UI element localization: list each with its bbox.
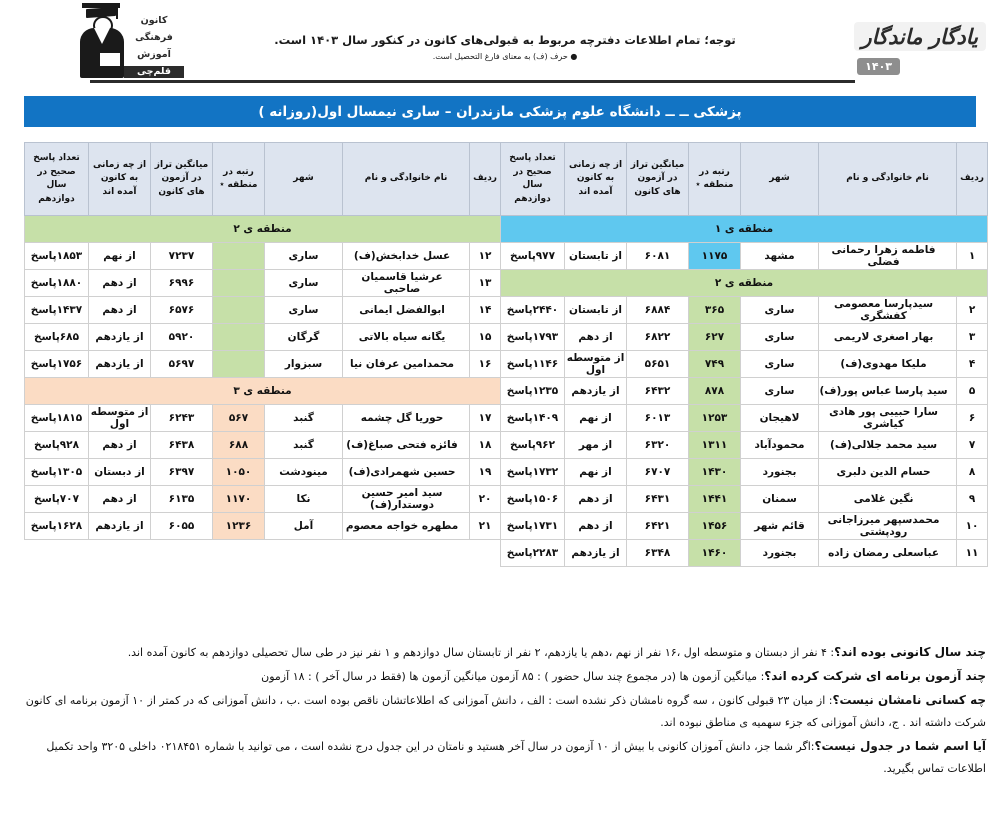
gown-collar-icon (94, 28, 110, 44)
cell-student-name: حسین شهمرادی(ف) (343, 459, 470, 486)
table-row (25, 513, 501, 540)
cell-row-number: ۲۱ (470, 513, 501, 540)
cell-row-number: ۱۲ (470, 243, 501, 270)
cell-average-score: ۶۸۲۲ (627, 324, 689, 351)
table-header-row (25, 143, 501, 216)
cell-row-number: ۹ (957, 486, 988, 513)
column-header-6: تعداد پاسخ صحیح در سال دوازدهم (501, 143, 565, 216)
cell-student-name: ابوالفضل ایمانی (343, 297, 470, 324)
logo-word-4: قلم‌چی (124, 66, 184, 78)
cell-region-rank: ۱۰۵۰ (213, 459, 265, 486)
logo-word-3: آموزش (137, 48, 171, 60)
cell-joined-since: از دهم (89, 432, 151, 459)
cell-joined-since: از مهر (565, 432, 627, 459)
cell-student-name: محمدامین عرفان نیا (343, 351, 470, 378)
cell-correct-answers: ۱۲۳۵پاسخ (501, 378, 565, 405)
cell-joined-since: از دهم (565, 513, 627, 540)
cell-region-rank: ۵۶۷ (213, 405, 265, 432)
cell-row-number: ۱ (957, 243, 988, 270)
admissions-table-left (24, 142, 501, 540)
cell-correct-answers: ۱۸۸۰پاسخ (25, 270, 89, 297)
cell-average-score: ۶۰۸۱ (627, 243, 689, 270)
cell-city: سبزوار (265, 351, 343, 378)
cell-region-rank: ۸۷۸ (689, 378, 741, 405)
cell-joined-since: از تابستان (565, 243, 627, 270)
cell-city: قائم شهر (741, 513, 819, 540)
cell-correct-answers: ۱۴۰۹پاسخ (501, 405, 565, 432)
cell-city: مشهد (741, 243, 819, 270)
cell-correct-answers: ۱۱۴۶پاسخ (501, 351, 565, 378)
footer-line-1 (14, 640, 986, 664)
cell-row-number: ۱۹ (470, 459, 501, 486)
cell-region-rank: ۷۴۹ (689, 351, 741, 378)
cell-average-score: ۶۴۳۱ (627, 486, 689, 513)
table-row (25, 270, 501, 297)
footer-line-2 (14, 664, 986, 688)
section-band (25, 216, 501, 243)
cell-student-name: سارا حبیبی پور هادی کیاشری (819, 405, 957, 432)
table-row (501, 243, 988, 270)
cell-city: گنبد (265, 432, 343, 459)
section-band-label: منطقه ی ۱ (501, 216, 988, 243)
cell-student-name: حوریا گل چشمه (343, 405, 470, 432)
cell-student-name: یگانه سیاه بالاتی (343, 324, 470, 351)
table-row (25, 351, 501, 378)
cell-city: نکا (265, 486, 343, 513)
table-row (501, 405, 988, 432)
column-header-4: میانگین تراز در آزمون های کانون (627, 143, 689, 216)
cell-student-name: سیدپارسا معصومی کفشگری (819, 297, 957, 324)
cell-row-number: ۶ (957, 405, 988, 432)
cell-joined-since: از دهم (565, 486, 627, 513)
cell-city: ساری (265, 297, 343, 324)
cell-average-score: ۵۹۲۰ (151, 324, 213, 351)
cell-student-name: حسام الدین دلبری (819, 459, 957, 486)
cell-row-number: ۴ (957, 351, 988, 378)
cell-average-score: ۶۳۲۰ (627, 432, 689, 459)
footer-q3-text: : از میان ۲۳ قبولی کانون ، سه گروه نامشان ذکر نشده است : الف ، دانش آموزانی که اطلاعاتشان ناقص بوده است .ب ، دانش آموزانی که در کمتر از ۱۰ آزمون برنامه ای کانون شرکت داشته اند . ج، دانش آموزانی که جزء سهمیه ی مناطق نبوده اند. (25, 694, 986, 729)
cell-row-number: ۷ (957, 432, 988, 459)
footer-notes (0, 640, 1000, 780)
cell-row-number: ۲ (957, 297, 988, 324)
cell-correct-answers: ۱۳۰۵پاسخ (25, 459, 89, 486)
cell-average-score: ۶۰۱۳ (627, 405, 689, 432)
admissions-table-left-wrapper (24, 142, 501, 540)
cell-student-name: عسل خدابخش(ف) (343, 243, 470, 270)
cell-region-rank: ۱۴۶۰ (689, 540, 741, 567)
cell-average-score: ۶۴۲۱ (627, 513, 689, 540)
cell-city: ساری (741, 351, 819, 378)
cell-correct-answers: ۹۶۲پاسخ (501, 432, 565, 459)
cell-correct-answers: ۱۸۵۳پاسخ (25, 243, 89, 270)
table-row (25, 297, 501, 324)
cell-student-name: فائزه فتحی صباغ(ف) (343, 432, 470, 459)
cell-student-name: سید پارسا عباس پور(ف) (819, 378, 957, 405)
cell-city: سمنان (741, 486, 819, 513)
table-row (501, 378, 988, 405)
cell-joined-since: از دبستان (89, 459, 151, 486)
cell-average-score: ۶۰۵۵ (151, 513, 213, 540)
cell-correct-answers: ۱۶۲۸پاسخ (25, 513, 89, 540)
cell-correct-answers: ۲۴۴۰پاسخ (501, 297, 565, 324)
footer-q1-label: چند سال کانونی بوده اند؟ (834, 645, 986, 659)
cell-average-score: ۶۴۳۲ (627, 378, 689, 405)
cell-joined-since: از نهم (565, 459, 627, 486)
cell-joined-since: از یازدهم (89, 513, 151, 540)
page-title-bar (24, 96, 976, 127)
kanoon-logo (78, 6, 188, 84)
logo-wordmark (124, 16, 184, 78)
column-header-2: شهر (741, 143, 819, 216)
section-band-label: منطقه ی ۳ (25, 378, 501, 405)
cell-region-rank (213, 351, 265, 378)
column-header-5: از چه زمانی به کانون آمده اند (89, 143, 151, 216)
cell-student-name: مطهره خواجه معصوم (343, 513, 470, 540)
book-icon (99, 52, 121, 67)
footer-q4-label: آیا اسم شما در جدول نیست؟ (814, 739, 986, 753)
section-band (501, 216, 988, 243)
cell-correct-answers: ۱۷۳۱پاسخ (501, 513, 565, 540)
admissions-table-right-wrapper (500, 142, 988, 567)
cell-city: لاهیجان (741, 405, 819, 432)
column-header-5: از چه زمانی به کانون آمده اند (565, 143, 627, 216)
memorial-script-text: یادگار ماندگار (854, 22, 987, 51)
cell-city: بجنورد (741, 459, 819, 486)
cell-row-number: ۱۸ (470, 432, 501, 459)
cell-row-number: ۱۵ (470, 324, 501, 351)
cell-correct-answers: ۱۷۳۲پاسخ (501, 459, 565, 486)
column-header-4: میانگین تراز در آزمون های کانون (151, 143, 213, 216)
table-row (25, 432, 501, 459)
footer-q3-label: چه کسانی نامشان نیست؟ (832, 693, 986, 707)
cell-correct-answers: ۱۴۳۷پاسخ (25, 297, 89, 324)
cell-joined-since: از نهم (89, 243, 151, 270)
cell-average-score: ۶۷۰۷ (627, 459, 689, 486)
cell-city: ساری (741, 378, 819, 405)
admissions-table-right (500, 142, 988, 567)
cell-average-score: ۵۶۵۱ (627, 351, 689, 378)
logo-word-1: کانون (140, 15, 168, 26)
section-band (501, 270, 988, 297)
cell-correct-answers: ۱۷۹۳پاسخ (501, 324, 565, 351)
notice-block (260, 32, 750, 64)
table-row (501, 486, 988, 513)
cell-joined-since: از متوسطه اول (89, 405, 151, 432)
cell-student-name: بهار اصغری لاریمی (819, 324, 957, 351)
cell-correct-answers: ۱۵۰۶پاسخ (501, 486, 565, 513)
table-row (25, 486, 501, 513)
cell-joined-since: از یازدهم (565, 540, 627, 567)
footer-line-4 (14, 734, 986, 780)
table-row (25, 324, 501, 351)
cell-row-number: ۱۰ (957, 513, 988, 540)
column-header-2: شهر (265, 143, 343, 216)
cell-correct-answers: ۹۲۸پاسخ (25, 432, 89, 459)
table-row (25, 243, 501, 270)
cell-region-rank: ۱۱۷۰ (213, 486, 265, 513)
section-band-label: منطقه ی ۲ (25, 216, 501, 243)
cell-region-rank: ۶۸۸ (213, 432, 265, 459)
page-header (0, 0, 1000, 92)
cell-region-rank: ۱۱۷۵ (689, 243, 741, 270)
cell-joined-since: از نهم (565, 405, 627, 432)
cell-average-score: ۶۱۳۵ (151, 486, 213, 513)
footer-q2-label: چند آزمون برنامه ای شرکت کرده اند؟ (764, 669, 986, 683)
graduate-icon (80, 6, 126, 78)
cell-region-rank: ۱۴۳۰ (689, 459, 741, 486)
memorial-year-badge: ۱۴۰۳ (857, 58, 900, 75)
table-row (501, 459, 988, 486)
cell-region-rank: ۱۳۱۱ (689, 432, 741, 459)
notice-main-text: توجه؛ تمام اطلاعات دفترچه مربوط به قبولی‌های کانون در کنکور سال ۱۴۰۳ است. (274, 33, 736, 47)
cell-region-rank: ۱۴۵۶ (689, 513, 741, 540)
cell-average-score: ۶۴۳۸ (151, 432, 213, 459)
table-row (501, 540, 988, 567)
cell-city: مینودشت (265, 459, 343, 486)
cell-region-rank: ۱۲۳۶ (213, 513, 265, 540)
cell-student-name: محمدسپهر میرزاجانی رودپشتی (819, 513, 957, 540)
cell-joined-since: از دهم (565, 324, 627, 351)
cell-joined-since: از متوسطه اول (565, 351, 627, 378)
cell-joined-since: از دهم (89, 486, 151, 513)
cell-region-rank: ۱۲۵۳ (689, 405, 741, 432)
table-row (501, 297, 988, 324)
table-row (25, 405, 501, 432)
column-header-0: ردیف (957, 143, 988, 216)
cell-joined-since: از تابستان (565, 297, 627, 324)
cell-city: ساری (265, 270, 343, 297)
cell-average-score: ۶۳۹۷ (151, 459, 213, 486)
cell-row-number: ۳ (957, 324, 988, 351)
cap-tassel-icon (116, 6, 118, 19)
cell-student-name: ملیکا مهدوی(ف) (819, 351, 957, 378)
column-header-1: نام خانوادگی و نام (819, 143, 957, 216)
cell-region-rank: ۱۴۴۱ (689, 486, 741, 513)
cell-student-name: نگین غلامی (819, 486, 957, 513)
cell-correct-answers: ۱۸۱۵پاسخ (25, 405, 89, 432)
table-row (501, 513, 988, 540)
header-divider (90, 80, 855, 83)
cell-average-score: ۶۹۹۶ (151, 270, 213, 297)
cell-region-rank: ۳۶۵ (689, 297, 741, 324)
cell-student-name: عباسعلی رمضان زاده (819, 540, 957, 567)
cell-city: ساری (741, 324, 819, 351)
gown-icon (80, 28, 124, 78)
cell-average-score: ۶۸۸۴ (627, 297, 689, 324)
cell-row-number: ۱۴ (470, 297, 501, 324)
cell-joined-since: از دهم (89, 270, 151, 297)
cell-row-number: ۵ (957, 378, 988, 405)
column-header-3: رتبه در منطقه ٭ (213, 143, 265, 216)
table-row (501, 324, 988, 351)
cell-student-name: فاطمه زهرا رحمانی فضلی (819, 243, 957, 270)
cell-region-rank (213, 297, 265, 324)
logo-word-2: فرهنگی (135, 31, 173, 43)
cell-average-score: ۵۶۹۷ (151, 351, 213, 378)
cell-row-number: ۱۳ (470, 270, 501, 297)
cell-student-name: سید محمد جلالی(ف) (819, 432, 957, 459)
cell-joined-since: از دهم (89, 297, 151, 324)
cell-region-rank (213, 324, 265, 351)
cell-joined-since: از یازدهم (565, 378, 627, 405)
cell-row-number: ۱۷ (470, 405, 501, 432)
column-header-3: رتبه در منطقه ٭ (689, 143, 741, 216)
table-header-row (501, 143, 988, 216)
cell-student-name: عرشیا قاسمیان صاحبی (343, 270, 470, 297)
cell-correct-answers: ۱۷۵۶پاسخ (25, 351, 89, 378)
cell-row-number: ۸ (957, 459, 988, 486)
cell-city: گنبد (265, 405, 343, 432)
table-row (501, 351, 988, 378)
cell-city: ساری (741, 297, 819, 324)
cell-city: محمودآباد (741, 432, 819, 459)
cell-region-rank (213, 243, 265, 270)
footer-q1-text: : ۴ نفر از دبستان و متوسطه اول ،۱۶ نفر از نهم ،دهم یا یازدهم، ۲ نفر از تابستان سال دوازدهم و ۱ نفر نیز در طی سال تحصیلی دوازدهم به کانون آمده اند. (127, 646, 835, 659)
memorial-badge (842, 16, 992, 86)
table-row (501, 432, 988, 459)
cell-average-score: ۶۵۷۶ (151, 297, 213, 324)
cell-correct-answers: ۲۲۸۳پاسخ (501, 540, 565, 567)
cell-average-score: ۶۲۴۳ (151, 405, 213, 432)
section-band-label: منطقه ی ۲ (501, 270, 988, 297)
cell-row-number: ۱۱ (957, 540, 988, 567)
cell-row-number: ۲۰ (470, 486, 501, 513)
footer-line-3 (14, 688, 986, 734)
cell-student-name: سید امیر حسین دوستدار(ف) (343, 486, 470, 513)
cell-region-rank: ۶۲۷ (689, 324, 741, 351)
table-row (25, 459, 501, 486)
footer-q4-text: :اگر شما جز، دانش آموزان کانونی با بیش از ۱۰ آزمون در سال آخر هستید و نامتان در این جدول درج نشده است ، می توانید با شماره ۰۲۱۸۴۵۱ داخلی ۳۲۰۵ واحد تکمیل اطلاعات تماس بگیرید. (46, 740, 986, 775)
cell-average-score: ۷۲۳۷ (151, 243, 213, 270)
cell-joined-since: از یازدهم (89, 324, 151, 351)
cell-joined-since: از یازدهم (89, 351, 151, 378)
column-header-1: نام خانوادگی و نام (343, 143, 470, 216)
notice-sub-text: ● حرف (ف) به معنای فارغ التحصیل است. (432, 52, 578, 62)
cell-city: آمل (265, 513, 343, 540)
section-band (25, 378, 501, 405)
cell-region-rank (213, 270, 265, 297)
cell-correct-answers: ۶۸۵پاسخ (25, 324, 89, 351)
column-header-6: تعداد پاسخ صحیح در سال دوازدهم (25, 143, 89, 216)
cell-correct-answers: ۷۰۷پاسخ (25, 486, 89, 513)
cell-average-score: ۶۳۴۸ (627, 540, 689, 567)
cell-city: گرگان (265, 324, 343, 351)
cell-correct-answers: ۹۷۷پاسخ (501, 243, 565, 270)
column-header-0: ردیف (470, 143, 501, 216)
page-title: پزشکی ــ ــ دانشگاه علوم پزشکی مازندران – ساری نیمسال اول(روزانه ) (258, 103, 742, 120)
cell-row-number: ۱۶ (470, 351, 501, 378)
cell-city: بجنورد (741, 540, 819, 567)
footer-q2-text: : میانگین آزمون ها (در مجموع چند سال حضور ) : ۸۵ آزمون میانگین آزمون ها (فقط در سال آخر ) : ۱۸ آزمون (261, 670, 765, 683)
cell-city: ساری (265, 243, 343, 270)
